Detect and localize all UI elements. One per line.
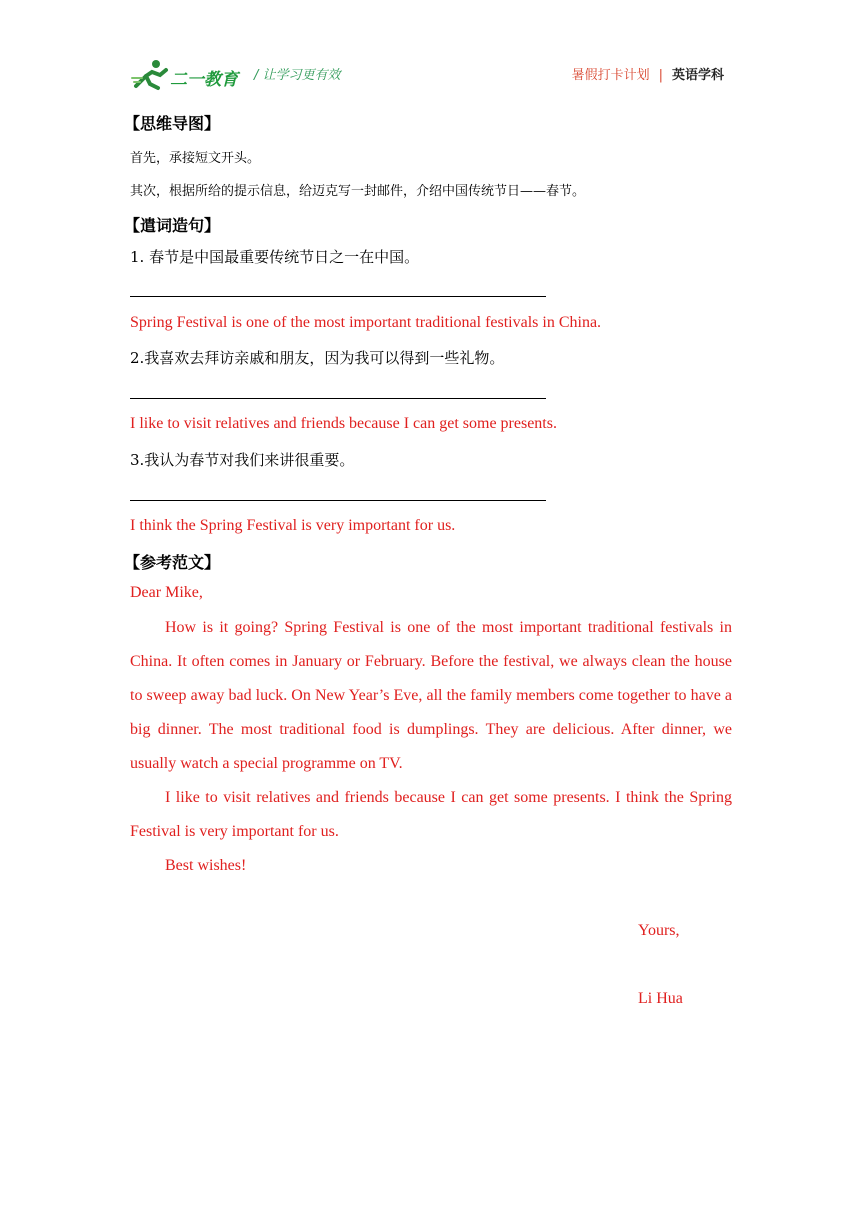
answer-blank-1 (130, 296, 546, 297)
page-header (130, 58, 730, 92)
answer-2: I like to visit relatives and friends because I can get some presents. (130, 415, 557, 432)
essay-signature: Li Hua (638, 990, 683, 1007)
answer-blank-2 (130, 398, 546, 399)
answer-3: I think the Spring Festival is very important for us. (130, 517, 456, 534)
essay-body (130, 611, 732, 883)
logo-text: 二一教育 (170, 70, 238, 90)
mindmap-line-2: 其次，根据所给的提示信息，给迈克写一封邮件，介绍中国传统节日——春节。 (130, 184, 586, 199)
essay-paragraph-2: I like to visit relatives and friends because I can get some presents. I think the Spring Festival is very important for us. (130, 789, 732, 840)
essay-greeting: Dear Mike, (130, 584, 203, 601)
sentences-title: 【遣词造句】 (124, 216, 221, 235)
question-2: 2.我喜欢去拜访亲戚和朋友，因为我可以得到一些礼物。 (130, 349, 505, 367)
logo (130, 58, 242, 92)
answer-1: Spring Festival is one of the most important traditional festivals in China. (130, 314, 602, 331)
mindmap-line-1: 首先，承接短文开头。 (130, 151, 261, 166)
answer-blank-3 (130, 500, 546, 501)
essay-paragraph-1: How is it going? Spring Festival is one of the most important traditional festivals in China. It often comes in January or February. Before the festival, we always clean the house to sweep away bad luck. On New Year’s Eve, all the family members come together to have a big dinner. The most traditional food is dumplings. They are delicious. After dinner, we usually watch a special programme on TV. (130, 619, 732, 772)
mindmap-title: 【思维导图】 (124, 114, 221, 133)
essay-paragraph-3: Best wishes! (165, 857, 247, 874)
subject-label: 英语学科 (671, 68, 724, 83)
question-3: 3.我认为春节对我们来讲很重要。 (130, 451, 355, 469)
essay-title: 【参考范文】 (124, 553, 221, 572)
essay-closing: Yours, (638, 922, 680, 939)
slogan: / 让学习更有效 (254, 68, 341, 83)
plan-label: 暑假打卡计划 (571, 68, 650, 83)
header-right (572, 64, 724, 83)
question-1: 1. 春节是中国最重要传统节日之一在中国。 (130, 248, 420, 266)
header-separator: | (658, 68, 663, 83)
runner-logo-icon (130, 58, 170, 92)
